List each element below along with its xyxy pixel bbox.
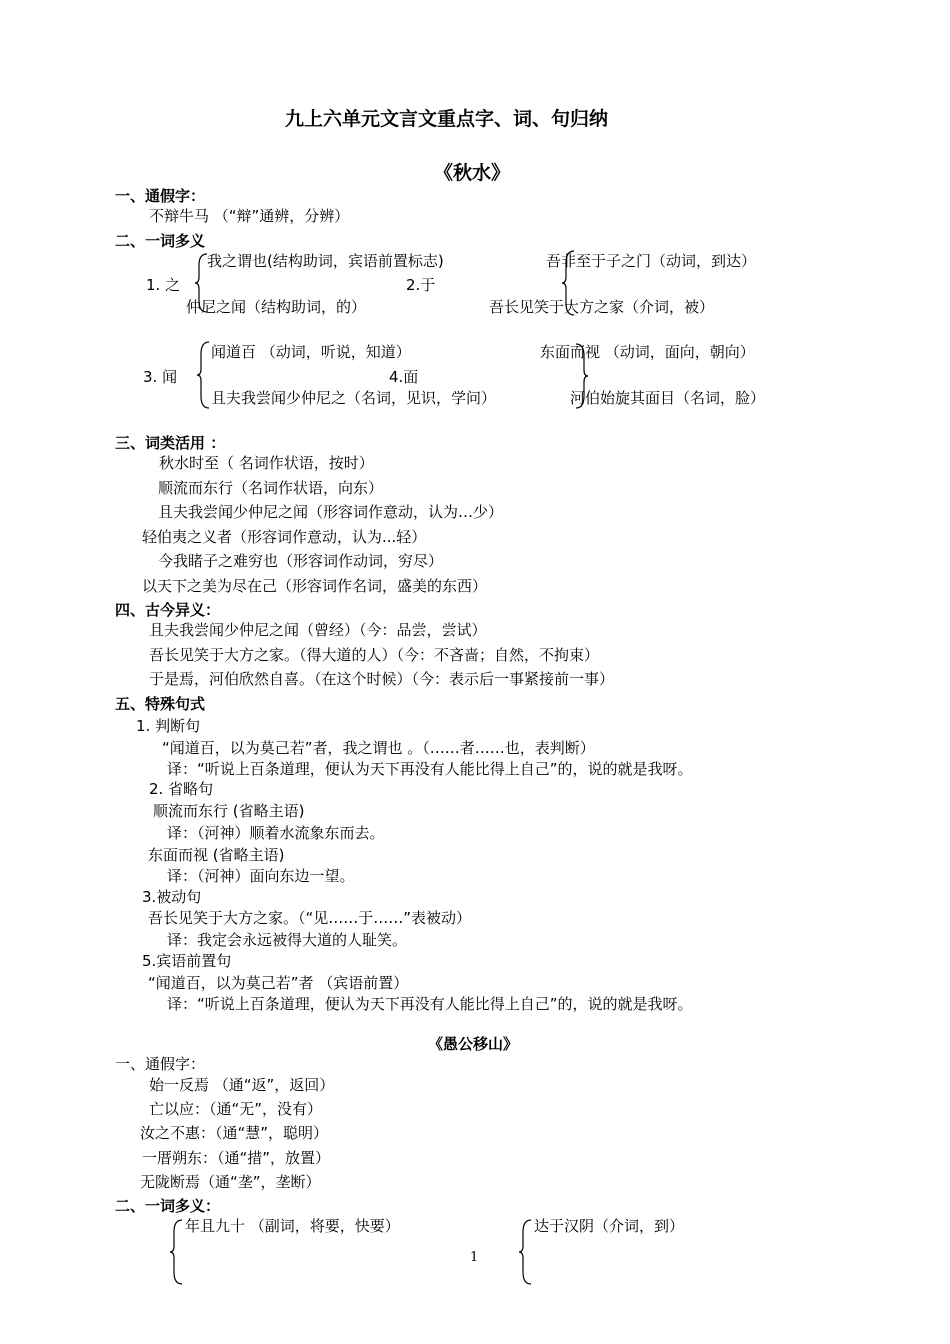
qiushui-s5-line: 顺流而东行 (省略主语) — [153, 802, 305, 820]
qiushui-s5-line: 3.被动句 — [142, 888, 202, 906]
qiushui-s4-item: 于是焉，河伯欣然自喜。（在这个时候）（今：表示后一事紧接前一事） — [149, 670, 615, 688]
qiushui-s5-line: 1. 判断句 — [136, 717, 201, 735]
qiushui-s3-item: 顺流而东行（名词作状语，向东） — [158, 479, 384, 497]
yu2-meaning-a: 达于汉阴（介词，到） — [534, 1217, 685, 1235]
yugong-s1-item: 汝之不惠：（通“慧”，聪明） — [140, 1124, 329, 1142]
yu-meaning-b: 吾长见笑于大方之家（介词，被） — [489, 298, 715, 316]
wen-brace — [196, 341, 212, 409]
qiushui-s4-title: 四、古今异义： — [115, 601, 221, 619]
qiushui-s1-item: 不辩牛马 （“辩”通辨，分辨） — [149, 207, 350, 225]
mian-meaning-a: 东面而视 （动词，面向，朝向） — [540, 343, 755, 361]
qiushui-s5-line: “闻道百，以为莫己若”者 （宾语前置） — [148, 974, 409, 992]
yugong-s1-item: 亡以应：（通“无”，没有） — [149, 1100, 323, 1118]
yugong-s2-title: 二、一词多义： — [115, 1197, 221, 1215]
yu2-brace — [518, 1219, 534, 1285]
qiushui-s3-item: 今我睹子之难穷也（形容词作动词，穷尽） — [158, 552, 444, 570]
qiushui-s5-line: 译：我定会永远被得大道的人耻笑。 — [167, 931, 408, 949]
yugong-s1-title: 一、通假字： — [115, 1055, 206, 1073]
qiushui-heading: 《秋水》 — [434, 162, 511, 184]
qiushui-s4-item: 且夫我尝闻少仲尼之闻（曾经）（今：品尝，尝试） — [149, 621, 487, 639]
qiushui-s3-item: 轻伯夷之义者（形容词作意动，认为...轻） — [142, 528, 427, 546]
yugong-s1-item: 一厝朔东：（通“措”，放置） — [142, 1149, 331, 1167]
yugong-s1-item: 无陇断焉（通“垄”，垄断） — [140, 1173, 321, 1191]
qiushui-s5-line: 2. 省略句 — [149, 780, 214, 798]
qiushui-s5-line: 5.宾语前置句 — [142, 952, 232, 970]
qiushui-s5-line: “闻道百，以为莫己若”者，我之谓也 。（……者……也，表判断） — [162, 739, 595, 757]
zhi-number: 1. 之 — [146, 276, 181, 294]
yugong-heading: 《愚公移山》 — [428, 1035, 519, 1053]
wen-number: 3. 闻 — [143, 368, 178, 386]
qiushui-s4-item: 吾长见笑于大方之家。（得大道的人）（今：不吝啬；自然，不拘束） — [149, 646, 600, 664]
page-number: 1 — [470, 1250, 479, 1265]
qiushui-s5-line: 译：（河神）顺着水流象东而去。 — [167, 824, 385, 842]
qiushui-s5-title: 五、特殊句式 — [115, 695, 206, 713]
qiushui-s1-title: 一、通假字： — [115, 187, 206, 205]
yu-number: 2.于 — [406, 276, 436, 294]
document-title: 九上六单元文言文重点字、词、句归纳 — [285, 108, 609, 130]
qie-meaning-a: 年且九十 （副词，将要，快要） — [185, 1217, 400, 1235]
qiushui-s2-title: 二、一词多义 — [115, 232, 206, 250]
yugong-s1-item: 始一反焉 （通“返”，返回） — [149, 1076, 335, 1094]
qiushui-s5-line: 东面而视 (省略主语) — [148, 846, 285, 864]
qiushui-s3-item: 秋水时至（ 名词作状语，按时） — [159, 454, 374, 472]
qiushui-s5-line: 译：“听说上百条道理，便认为天下再没有人能比得上自己”的，说的就是我呀。 — [167, 760, 693, 778]
zhi-meaning-b: 仲尼之闻（结构助词，的） — [186, 298, 367, 316]
qiushui-s3-title: 三、词类活用 ： — [115, 434, 226, 452]
mian-meaning-b: 河伯始旋其面目（名词，脸） — [570, 389, 766, 407]
zhi-meaning-a: 我之谓也(结构助词，宾语前置标志) — [207, 252, 444, 270]
qiushui-s5-line: 译：“听说上百条道理，便认为天下再没有人能比得上自己”的，说的就是我呀。 — [167, 995, 693, 1013]
qie-brace — [169, 1219, 185, 1285]
qiushui-s3-item: 且夫我尝闻少仲尼之闻（形容词作意动，认为…少） — [158, 503, 504, 521]
qiushui-s3-item: 以天下之美为尽在己（形容词作名词，盛美的东西） — [142, 577, 488, 595]
yu-meaning-a: 吾非至于子之门（动词，到达） — [546, 252, 757, 270]
qiushui-s5-line: 译：（河神）面向东边一望。 — [167, 867, 355, 885]
mian-number: 4.面 — [389, 368, 419, 386]
wen-meaning-b: 且夫我尝闻少仲尼之（名词，见识，学问） — [211, 389, 497, 407]
wen-meaning-a: 闻道百 （动词，听说，知道） — [211, 343, 411, 361]
qiushui-s5-line: 吾长见笑于大方之家。（“见……于……”表被动） — [148, 909, 472, 927]
